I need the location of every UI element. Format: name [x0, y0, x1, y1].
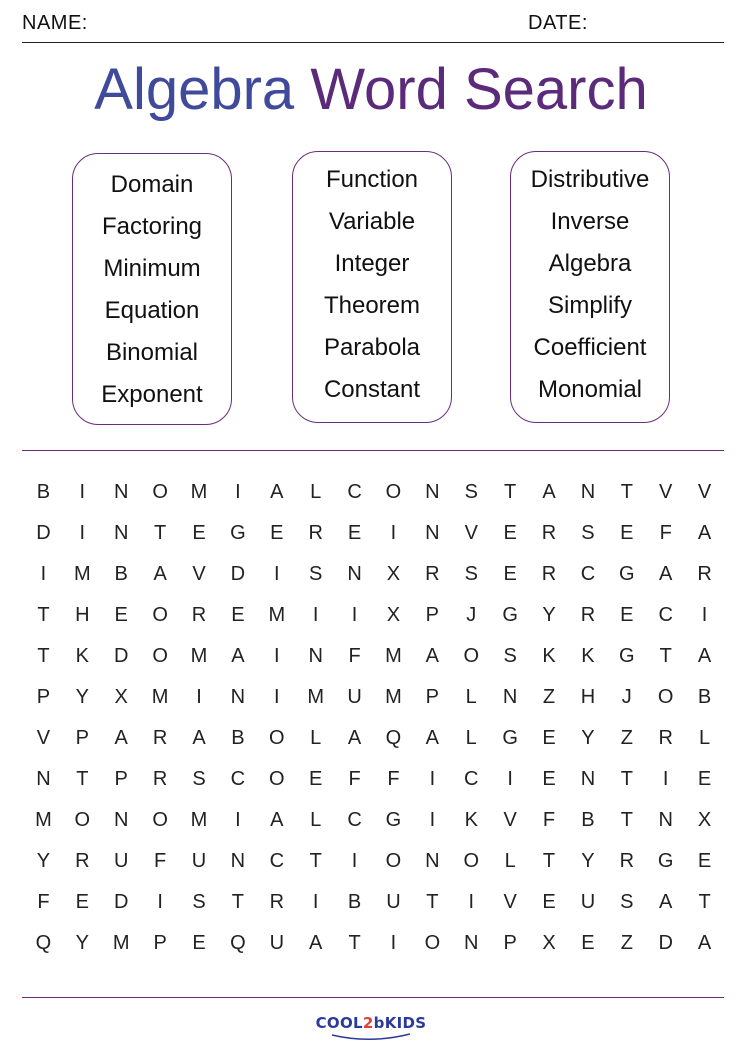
grid-letter: A — [659, 563, 673, 585]
word-item: Minimum — [103, 255, 201, 282]
grid-letter: A — [192, 727, 206, 749]
grid-letter: Y — [36, 850, 51, 872]
grid-letter: M — [307, 686, 325, 708]
grid-letter: O — [152, 604, 168, 626]
grid-letter: I — [196, 686, 202, 708]
grid-letter: C — [269, 850, 285, 872]
grid-letter: I — [40, 563, 47, 585]
grid-letter: E — [347, 522, 362, 544]
grid-letter: O — [463, 645, 480, 667]
grid-letter: R — [541, 563, 557, 585]
grid-letter: I — [312, 604, 319, 626]
grid-letter: K — [581, 645, 595, 667]
grid-letter: N — [36, 768, 51, 790]
grid-letter: E — [270, 522, 284, 544]
grid-letter: M — [385, 686, 402, 708]
grid-letter: O — [269, 727, 285, 749]
grid-letter: B — [231, 727, 245, 749]
grid-letter: N — [114, 481, 129, 503]
grid-letter: F — [659, 522, 672, 544]
grid-letter: I — [274, 645, 280, 667]
grid-letter: E — [620, 522, 634, 544]
grid-letter: L — [310, 727, 322, 749]
grid-letter: C — [347, 481, 362, 503]
grid-letter: Z — [620, 727, 633, 749]
grid-letter: Y — [75, 686, 89, 708]
word-item: Monomial — [537, 376, 643, 403]
grid-letter: E — [231, 604, 245, 626]
grid-letter: I — [390, 522, 397, 544]
grid-letter: P — [75, 727, 89, 749]
grid-letter: X — [542, 932, 556, 954]
grid-letter: L — [465, 686, 477, 708]
grid-letter: K — [542, 645, 556, 667]
grid-letter: O — [152, 645, 168, 667]
grid-letter: O — [463, 850, 480, 872]
divider-top — [22, 450, 724, 451]
grid-letter: I — [429, 809, 436, 831]
grid-letter: A — [114, 727, 128, 749]
word-list-box-2 — [292, 151, 452, 423]
logo-text-cool: COOL — [315, 1014, 363, 1032]
grid-letter: S — [620, 891, 634, 913]
grid-letter: I — [351, 850, 358, 872]
word-item: Parabola — [323, 334, 421, 361]
grid-letter: P — [114, 768, 128, 790]
grid-letter: I — [468, 891, 475, 913]
grid-letter: N — [425, 481, 440, 503]
grid-letter: V — [659, 481, 673, 503]
grid-letter: R — [191, 604, 207, 626]
grid-letter: T — [37, 645, 50, 667]
word-item: Theorem — [323, 292, 421, 319]
grid-letter: R — [658, 727, 673, 749]
grid-letter: N — [230, 686, 246, 708]
grid-letter: N — [114, 522, 129, 544]
grid-letter: U — [191, 850, 207, 872]
grid-letter: D — [114, 891, 129, 913]
grid-letter: C — [230, 768, 246, 790]
grid-letter: A — [425, 727, 440, 749]
grid-letter: N — [502, 686, 518, 708]
word-item: Integer — [334, 250, 410, 277]
grid-letter: G — [385, 809, 402, 831]
word-item: Coefficient — [533, 334, 647, 361]
logo-text-2: 2 — [362, 1014, 374, 1032]
grid-letter: M — [268, 604, 286, 626]
grid-letter: E — [75, 891, 89, 913]
grid-letter: S — [192, 768, 206, 790]
grid-letter: C — [464, 768, 479, 790]
grid-letter: V — [464, 522, 478, 544]
grid-letter: V — [697, 481, 712, 503]
grid-letter: V — [503, 809, 517, 831]
word-item: Exponent — [101, 381, 203, 408]
grid-letter: I — [507, 768, 513, 790]
brand-logo — [300, 1014, 442, 1032]
logo-swoosh-icon — [330, 1032, 412, 1042]
grid-letter: D — [658, 932, 673, 954]
grid-letter: A — [697, 932, 712, 954]
grid-letter: E — [542, 891, 556, 913]
word-item: Inverse — [550, 208, 630, 235]
grid-letter: N — [580, 768, 596, 790]
grid-letter: F — [154, 850, 167, 872]
grid-letter: T — [37, 604, 50, 626]
grid-letter: E — [503, 563, 517, 585]
grid-letter: E — [114, 604, 128, 626]
grid-letter: R — [152, 727, 168, 749]
grid-letter: I — [701, 604, 708, 626]
grid-letter: G — [502, 604, 518, 626]
grid-letter: R — [308, 522, 323, 544]
word-item: Binomial — [105, 339, 199, 366]
grid-letter: L — [310, 809, 322, 831]
grid-letter: Y — [75, 932, 89, 954]
logo-text-bkids: bKIDS — [373, 1014, 427, 1032]
page-title — [0, 54, 742, 126]
grid-letter: I — [274, 686, 280, 708]
grid-letter: E — [192, 932, 206, 954]
grid-letter: N — [580, 481, 596, 503]
grid-letter: I — [312, 891, 319, 913]
grid-letter: M — [190, 481, 208, 503]
grid-letter: E — [581, 932, 595, 954]
grid-letter: Z — [542, 686, 556, 708]
grid-letter: T — [426, 891, 439, 913]
grid-letter: N — [658, 809, 673, 831]
grid-letter: F — [387, 768, 400, 790]
grid-letter: B — [36, 481, 51, 503]
grid-letter: F — [542, 809, 556, 831]
grid-letter: X — [386, 604, 401, 626]
grid-letter: R — [425, 563, 440, 585]
grid-letter: M — [112, 932, 130, 954]
grid-letter: Y — [581, 850, 595, 872]
grid-letter: E — [542, 768, 556, 790]
grid-letter: J — [621, 686, 632, 708]
word-item: Algebra — [548, 250, 632, 277]
grid-letter: C — [580, 563, 596, 585]
word-item: Domain — [110, 171, 194, 198]
grid-letter: L — [504, 850, 516, 872]
grid-letter: O — [269, 768, 285, 790]
grid-letter: A — [425, 645, 440, 667]
grid-letter: B — [697, 686, 712, 708]
grid-letter: X — [697, 809, 712, 831]
grid-letter: D — [36, 522, 51, 544]
grid-letter: F — [348, 645, 361, 667]
grid-letter: G — [619, 645, 635, 667]
title-part-word-search: Word Search — [310, 57, 648, 122]
grid-letter: O — [152, 809, 168, 831]
grid-letter: B — [581, 809, 595, 831]
date-label: DATE: — [528, 12, 588, 34]
grid-letter: V — [192, 563, 206, 585]
grid-letter: G — [619, 563, 635, 585]
grid-letter: E — [192, 522, 206, 544]
grid-letter: A — [231, 645, 245, 667]
grid-letter: M — [190, 645, 208, 667]
grid-letter: T — [620, 809, 633, 831]
grid-letter: I — [157, 891, 163, 913]
grid-letter: R — [541, 522, 557, 544]
grid-letter: N — [347, 563, 362, 585]
grid-letter: R — [152, 768, 168, 790]
grid-letter: N — [464, 932, 479, 954]
grid-letter: V — [36, 727, 51, 749]
word-item: Constant — [323, 376, 421, 403]
grid-letter: I — [274, 563, 280, 585]
grid-letter: A — [697, 522, 712, 544]
grid-letter: M — [74, 563, 91, 585]
grid-letter: A — [542, 481, 556, 503]
grid-letter: U — [347, 686, 362, 708]
title-part-algebra: Algebra — [94, 57, 295, 122]
word-item: Simplify — [547, 292, 632, 319]
header — [22, 8, 724, 43]
grid-letter: I — [662, 768, 669, 790]
grid-letter: Y — [542, 604, 556, 626]
grid-letter: O — [385, 850, 402, 872]
grid-letter: E — [309, 768, 323, 790]
name-label: NAME: — [22, 12, 88, 34]
grid-letter: R — [580, 604, 596, 626]
word-item: Equation — [104, 297, 200, 324]
grid-letter: N — [114, 809, 129, 831]
grid-letter: S — [503, 645, 517, 667]
grid-letter: I — [235, 809, 241, 831]
grid-letter: U — [269, 932, 285, 954]
grid-letter: T — [659, 645, 672, 667]
grid-letter: P — [36, 686, 51, 708]
grid-letter: B — [347, 891, 362, 913]
grid-letter: O — [657, 686, 674, 708]
grid-letter: E — [542, 727, 556, 749]
grid-letter: A — [270, 809, 284, 831]
grid-letter: O — [385, 481, 402, 503]
grid-letter: R — [75, 850, 90, 872]
grid-letter: I — [351, 604, 358, 626]
grid-letter: P — [425, 686, 440, 708]
grid-letter: L — [310, 481, 322, 503]
grid-letter: Y — [581, 727, 595, 749]
grid-letter: X — [386, 563, 401, 585]
grid-letter: S — [192, 891, 206, 913]
grid-letter: T — [620, 481, 633, 503]
grid-letter: I — [79, 522, 86, 544]
grid-letter: O — [74, 809, 91, 831]
grid-letter: N — [230, 850, 246, 872]
grid-letter: I — [79, 481, 86, 503]
grid-letter: L — [699, 727, 711, 749]
grid-letter: T — [348, 932, 361, 954]
grid-letter: C — [658, 604, 673, 626]
word-item: Variable — [328, 208, 416, 235]
grid-letter: U — [114, 850, 129, 872]
grid-letter: D — [114, 645, 129, 667]
grid-letter: R — [619, 850, 635, 872]
grid-letter: A — [659, 891, 673, 913]
divider-bottom — [22, 997, 724, 998]
grid-letter: I — [429, 768, 436, 790]
grid-letter: B — [114, 563, 128, 585]
grid-letter: M — [385, 645, 402, 667]
grid-letter: E — [697, 768, 712, 790]
word-item: Distributive — [530, 166, 650, 193]
grid-letter: L — [465, 727, 477, 749]
grid-letter: T — [154, 522, 167, 544]
grid-letter: C — [347, 809, 362, 831]
grid-letter: R — [697, 563, 712, 585]
grid-letter: H — [75, 604, 90, 626]
grid-letter: T — [620, 768, 633, 790]
grid-letter: A — [153, 563, 167, 585]
word-list-box-3 — [510, 151, 670, 423]
grid-letter: J — [466, 604, 477, 626]
grid-letter: Z — [620, 932, 633, 954]
grid-letter: P — [503, 932, 517, 954]
grid-letter: P — [153, 932, 167, 954]
grid-letter: D — [230, 563, 246, 585]
grid-letter: G — [657, 850, 674, 872]
grid-letter: E — [503, 522, 517, 544]
grid-letter: U — [580, 891, 596, 913]
grid-letter: T — [231, 891, 244, 913]
grid-letter: I — [390, 932, 397, 954]
grid-letter: K — [75, 645, 89, 667]
grid-letter: E — [620, 604, 634, 626]
grid-letter: A — [347, 727, 362, 749]
grid-letter: F — [348, 768, 361, 790]
grid-letter: N — [425, 850, 440, 872]
letter-grid — [24, 472, 724, 964]
grid-letter: K — [464, 809, 478, 831]
grid-letter: M — [151, 686, 169, 708]
grid-letter: V — [503, 891, 517, 913]
grid-letter: A — [270, 481, 284, 503]
grid-letter: E — [697, 850, 712, 872]
grid-letter: S — [464, 481, 478, 503]
grid-letter: S — [581, 522, 595, 544]
grid-letter: F — [37, 891, 50, 913]
grid-letter: A — [309, 932, 323, 954]
grid-letter: T — [309, 850, 322, 872]
grid-letter: S — [309, 563, 323, 585]
grid-letter: G — [502, 727, 518, 749]
grid-letter: U — [386, 891, 401, 913]
grid-letter: S — [464, 563, 478, 585]
grid-letter: P — [425, 604, 440, 626]
grid-letter: M — [190, 809, 208, 831]
word-list-box-1 — [72, 153, 232, 425]
grid-letter: H — [580, 686, 596, 708]
grid-letter: A — [697, 645, 712, 667]
grid-letter: T — [542, 850, 556, 872]
grid-letter: Q — [230, 932, 246, 954]
grid-letter: G — [230, 522, 246, 544]
word-item: Factoring — [101, 213, 203, 240]
grid-letter: M — [35, 809, 52, 831]
grid-letter: T — [504, 481, 517, 503]
grid-letter: O — [424, 932, 441, 954]
grid-letter: N — [425, 522, 440, 544]
grid-letter: I — [235, 481, 241, 503]
grid-letter: X — [114, 686, 128, 708]
grid-letter: T — [698, 891, 711, 913]
grid-letter: R — [269, 891, 285, 913]
grid-letter: N — [308, 645, 323, 667]
word-item: Function — [325, 166, 419, 193]
grid-letter: Q — [35, 932, 52, 954]
grid-letter: Q — [385, 727, 402, 749]
grid-letter: T — [76, 768, 89, 790]
grid-letter: O — [152, 481, 168, 503]
